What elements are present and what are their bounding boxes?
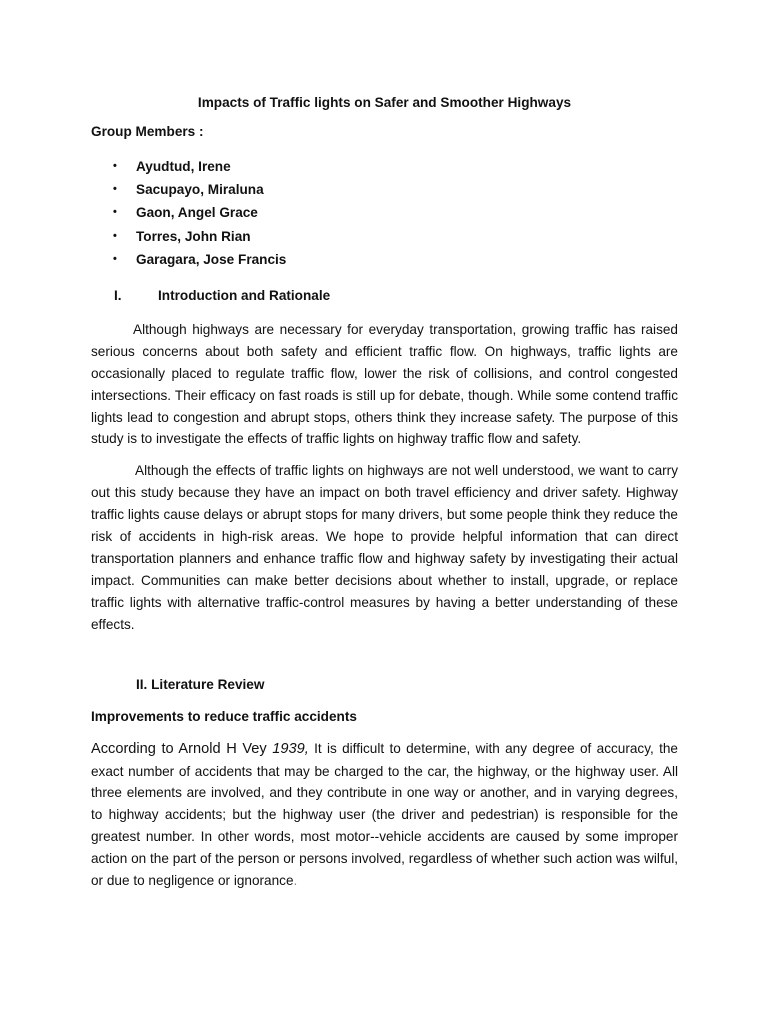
literature-subheading: Improvements to reduce traffic accidents: [91, 708, 357, 724]
member-item: [91, 225, 678, 248]
member-name: Torres, John Rian: [136, 228, 251, 244]
member-name: Garagara, Jose Francis: [136, 251, 287, 267]
section-heading-introduction: [91, 287, 678, 305]
literature-paragraph: [91, 738, 678, 892]
group-members-list: [91, 155, 678, 271]
document-title: Impacts of Traffic lights on Safer and Smoother Highways: [197, 95, 572, 110]
citation-lead: According to Arnold H Vey: [91, 740, 273, 757]
section-heading-literature-review: II. Literature Review: [136, 676, 265, 692]
member-item: [91, 178, 678, 201]
introduction-paragraph-1: Although highways are necessary for everyday transportation, growing traffic has raised serious concerns about both safety and efficient traffic flow. On highways, traffic lights are occasionally placed to regulate traffic flow, lower the risk of collisions, and control congested intersections. Their efficacy on fast roads is still up for debate, though. While some contend traffic lights lead to congestion and abrupt stops, others think they increase safety. The purpose of this study is to investigate the effects of traffic lights on highway traffic flow and safety.: [91, 321, 678, 447]
bullet-icon: •: [113, 183, 117, 196]
section-number: I.: [114, 287, 122, 303]
member-name: Gaon, Angel Grace: [136, 205, 258, 221]
citation-year: 1939,: [272, 740, 309, 757]
member-name: Ayudtud, Irene: [136, 159, 231, 174]
member-item: [91, 155, 678, 178]
introduction-paragraph-2: Although the effects of traffic lights on highways are not well understood, we want to carry out this study because they have an impact on both travel efficiency and driver safety. Highway traffic lights cause delays or abrupt stops for many drivers, but some people think they reduce the risk of accidents in high-risk areas. We hope to provide helpful information that can direct transportation planners and enhance traffic flow and highway safety by investigating their actual impact. Communities can make better decisions about whether to install, upgrade, or replace traffic lights with alternative traffic-control measures by having a better understanding of these effects.: [91, 463, 678, 632]
group-members-label: Group Members :: [91, 124, 204, 139]
bullet-icon: •: [113, 206, 117, 219]
member-name: Sacupayo, Miraluna: [136, 182, 264, 198]
citation-body: It is difficult to determine, with any degree of accuracy, the exact number of accidents that may be charged to the car, the highway, or the highway user. All three elements are involved, and they contribute in one way or another, and in varying degrees, to highway accidents; but the highway user (the driver and pedestrian) is responsible for the greatest number. In other words, most motor--vehicle accidents are caused by some improper action on the part of the person or persons involved, regardless of whether such action was wilful, or due to negligence or ignorance: [91, 740, 678, 889]
member-item: [91, 201, 678, 224]
bullet-icon: •: [113, 229, 117, 242]
citation-end: .: [293, 873, 298, 889]
bullet-icon: •: [113, 252, 117, 265]
bullet-icon: •: [113, 160, 117, 172]
member-item: [91, 248, 678, 271]
section-title: Introduction and Rationale: [158, 287, 331, 303]
document-content: [91, 94, 678, 902]
